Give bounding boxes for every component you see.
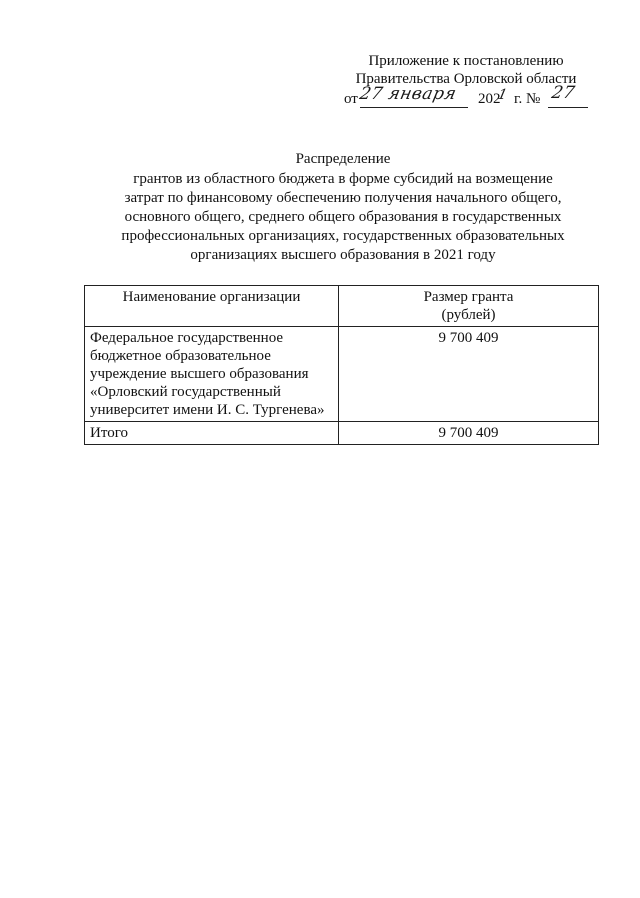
header-grant-amount <box>339 286 599 327</box>
organization-name-line: учреждение высшего образования <box>90 366 309 382</box>
organization-name-line: университет имени И. С. Тургенева» <box>90 402 325 418</box>
handwritten-date: 27 января <box>357 84 459 104</box>
total-amount-cell: 9 700 409 <box>339 422 599 445</box>
date-underline <box>360 107 468 108</box>
title-line: основного общего, среднего общего образования в государственных <box>124 209 562 225</box>
organization-name-cell <box>85 327 339 422</box>
title-line: грантов из областного бюджета в форме субсидий на возмещение <box>133 171 553 187</box>
appendix-line-2: Правительства Орловской области <box>355 71 577 87</box>
number-underline <box>548 107 588 108</box>
organization-name-line: Федеральное государственное <box>90 330 284 346</box>
table-total-row <box>85 422 599 445</box>
grants-table <box>84 285 599 445</box>
table-row <box>85 327 599 422</box>
organization-name-line: «Орловский государственный <box>90 384 281 400</box>
document-title <box>88 150 598 265</box>
handwritten-year-digit: 1 <box>496 87 510 103</box>
grant-amount-cell: 9 700 409 <box>339 327 599 422</box>
title-heading: Распределение <box>295 151 391 167</box>
resolution-date-line <box>330 83 602 110</box>
appendix-line-1: Приложение к постановлению <box>368 53 564 69</box>
header-amount-line-1: Размер гранта <box>423 289 514 305</box>
title-line: организациях высшего образования в 2021 году <box>190 247 496 263</box>
table-header-row <box>85 286 599 327</box>
date-prefix: от <box>344 91 358 107</box>
appendix-header <box>330 52 602 110</box>
year-prefix: 202 <box>478 91 501 107</box>
organization-name-line: бюджетное образовательное <box>90 348 271 364</box>
header-organization-name: Наименование организации <box>85 286 339 327</box>
title-line: профессиональных организациях, государственных образовательных <box>121 228 565 244</box>
title-line: затрат по финансовому обеспечению получения начального общего, <box>124 190 562 206</box>
header-amount-line-2: (рублей) <box>441 307 496 323</box>
total-label-cell: Итого <box>85 422 339 445</box>
handwritten-number: 27 <box>549 83 577 103</box>
year-suffix: г. № <box>514 91 541 107</box>
